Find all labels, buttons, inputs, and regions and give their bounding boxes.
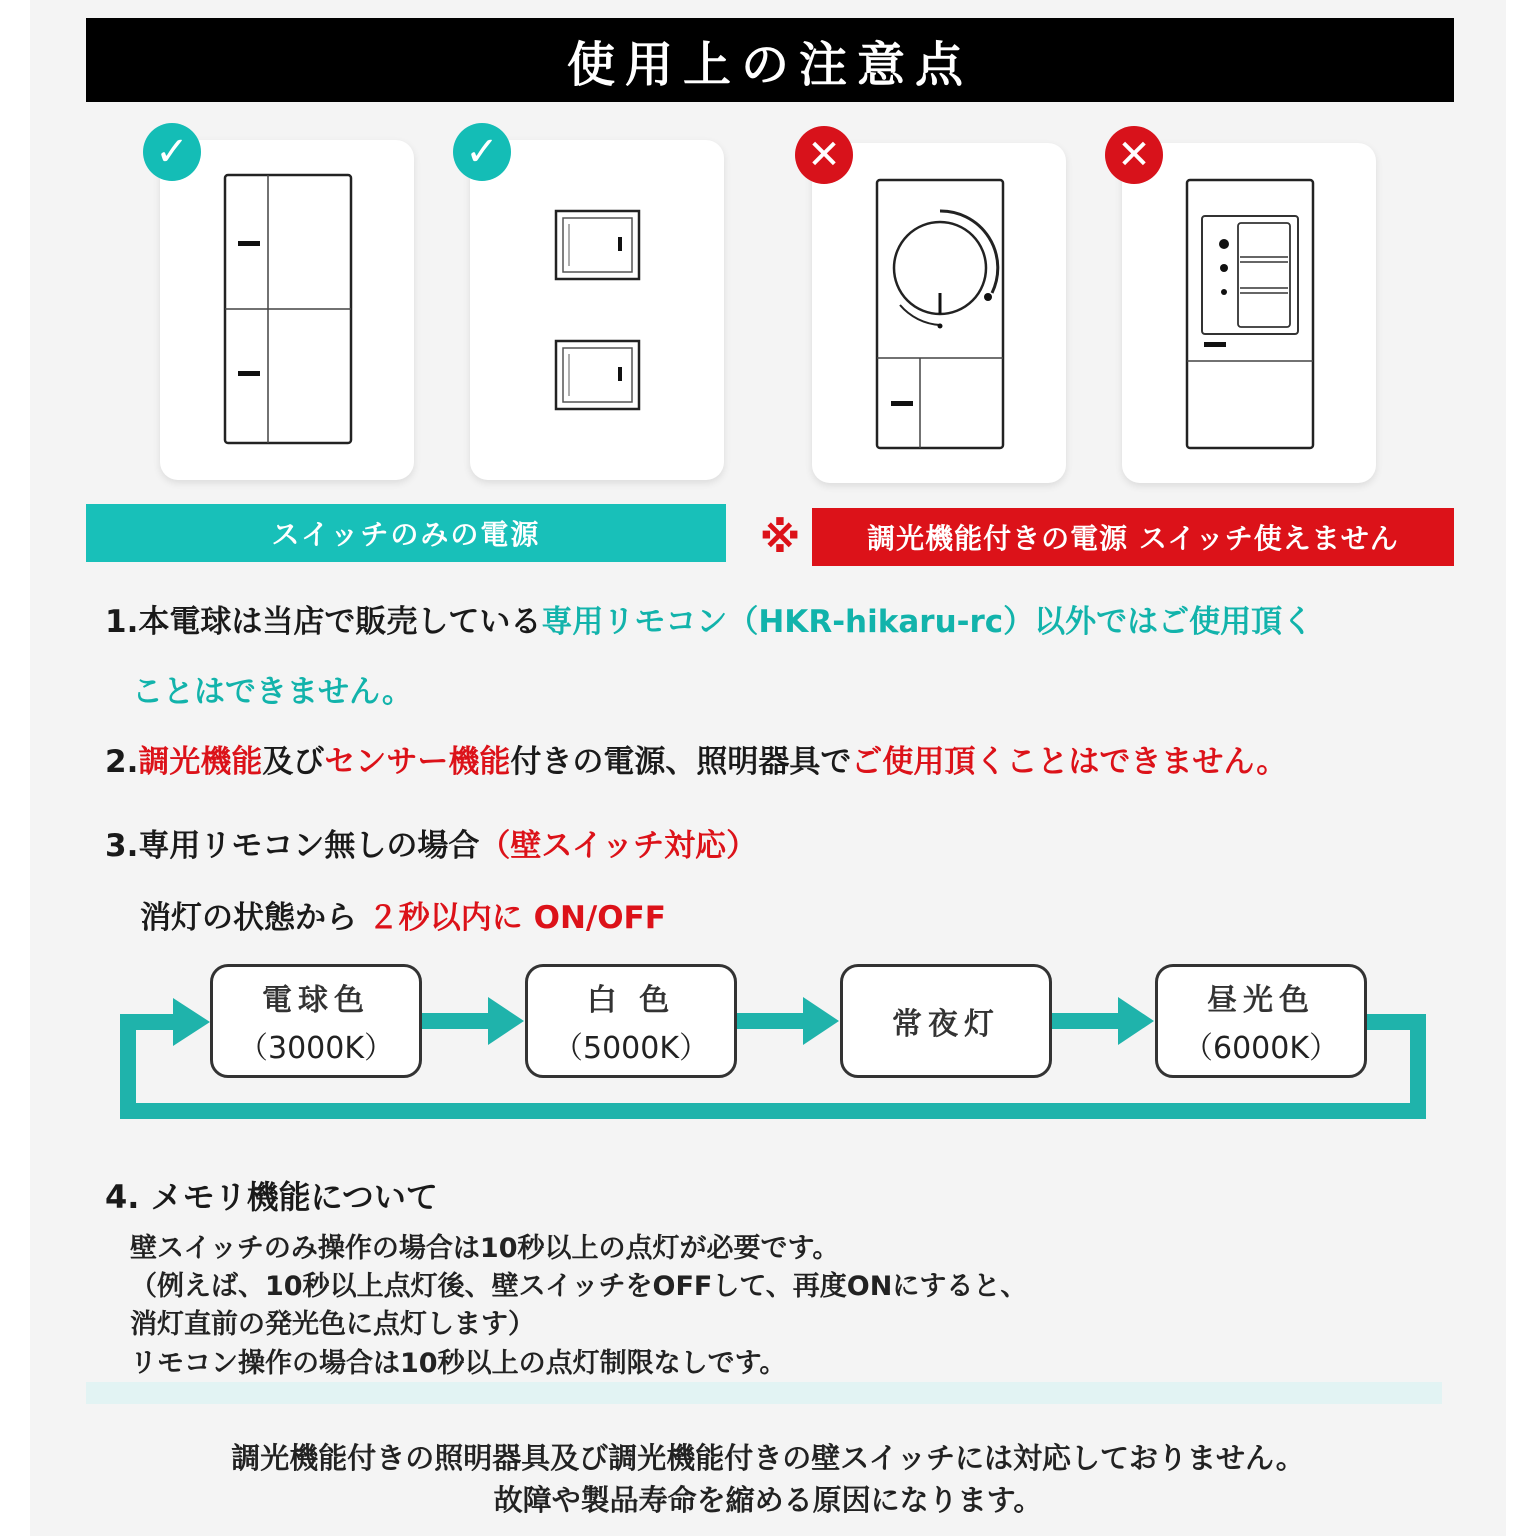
divider-band — [86, 1382, 1442, 1404]
note-2-warning: ご使用頂くことはできません。 — [851, 744, 1288, 780]
note-2-number: 2. — [105, 744, 139, 780]
reference-mark: ※ — [759, 512, 801, 562]
note-1-text: 1.本電球は当店で販売している — [105, 604, 542, 640]
cycle-step-white — [525, 964, 737, 1078]
cross-icon: ✕ — [1105, 126, 1163, 184]
footer-warning-line-2: 故障や製品寿命を縮める原因になります。 — [493, 1483, 1043, 1517]
ok-power-label: スイッチのみの電源 — [86, 504, 726, 562]
note-3-wall-switch: （壁スイッチ対応） — [479, 828, 758, 864]
cycle-step-temp: （6000K） — [1182, 1031, 1340, 1066]
ng-power-label: 調光機能付きの電源 スイッチ使えません — [812, 508, 1454, 566]
memory-line: 消灯直前の発光色に点灯します） — [130, 1309, 535, 1340]
note-2-sensor: センサー機能 — [324, 744, 511, 780]
cycle-step-name: 常夜灯 — [892, 1007, 1000, 1042]
note-1-highlight: 専用リモコン（HKR-hikaru-rc）以外ではご使用頂く — [541, 604, 1314, 640]
check-icon: ✓ — [453, 123, 511, 181]
cycle-step-warm — [210, 964, 422, 1078]
memory-line: （例えば、10秒以上点灯後、壁スイッチをOFFして、再度ONにすると、 — [130, 1271, 1028, 1302]
cycle-step-name: 昼光色 — [1207, 983, 1315, 1018]
cycle-step-temp: （5000K） — [552, 1031, 710, 1066]
cycle-step-nightlight — [840, 964, 1052, 1078]
memory-heading: 4. メモリ機能について — [105, 1178, 438, 1216]
note-2-dimming: 調光機能 — [138, 744, 263, 780]
note-1-line-2: ことはできません。 — [132, 674, 413, 710]
note-3-from-off: 消灯の状態から — [140, 900, 357, 936]
footer-warning-line-1: 調光機能付きの照明器具及び調光機能付きの壁スイッチには対応しておりません。 — [231, 1441, 1305, 1475]
note-2-text: 付きの電源、照明器具で — [510, 744, 852, 780]
note-3-text: 3.専用リモコン無しの場合 — [105, 828, 480, 864]
memory-line: 壁スイッチのみ操作の場合は10秒以上の点灯が必要です。 — [130, 1233, 840, 1264]
cycle-step-daylight — [1155, 964, 1367, 1078]
cross-icon: ✕ — [795, 126, 853, 184]
note-2-and: 及び — [262, 744, 325, 780]
page-title: 使用上の注意点 — [86, 18, 1454, 102]
cycle-step-name: 電球色 — [262, 983, 370, 1018]
note-3-toggle: ２秒以内に ON/OFF — [367, 900, 666, 936]
check-icon: ✓ — [143, 123, 201, 181]
cycle-step-name: 白 色 — [586, 983, 676, 1018]
memory-line: リモコン操作の場合は10秒以上の点灯制限なしです。 — [130, 1348, 787, 1379]
cycle-step-temp: （3000K） — [237, 1031, 395, 1066]
